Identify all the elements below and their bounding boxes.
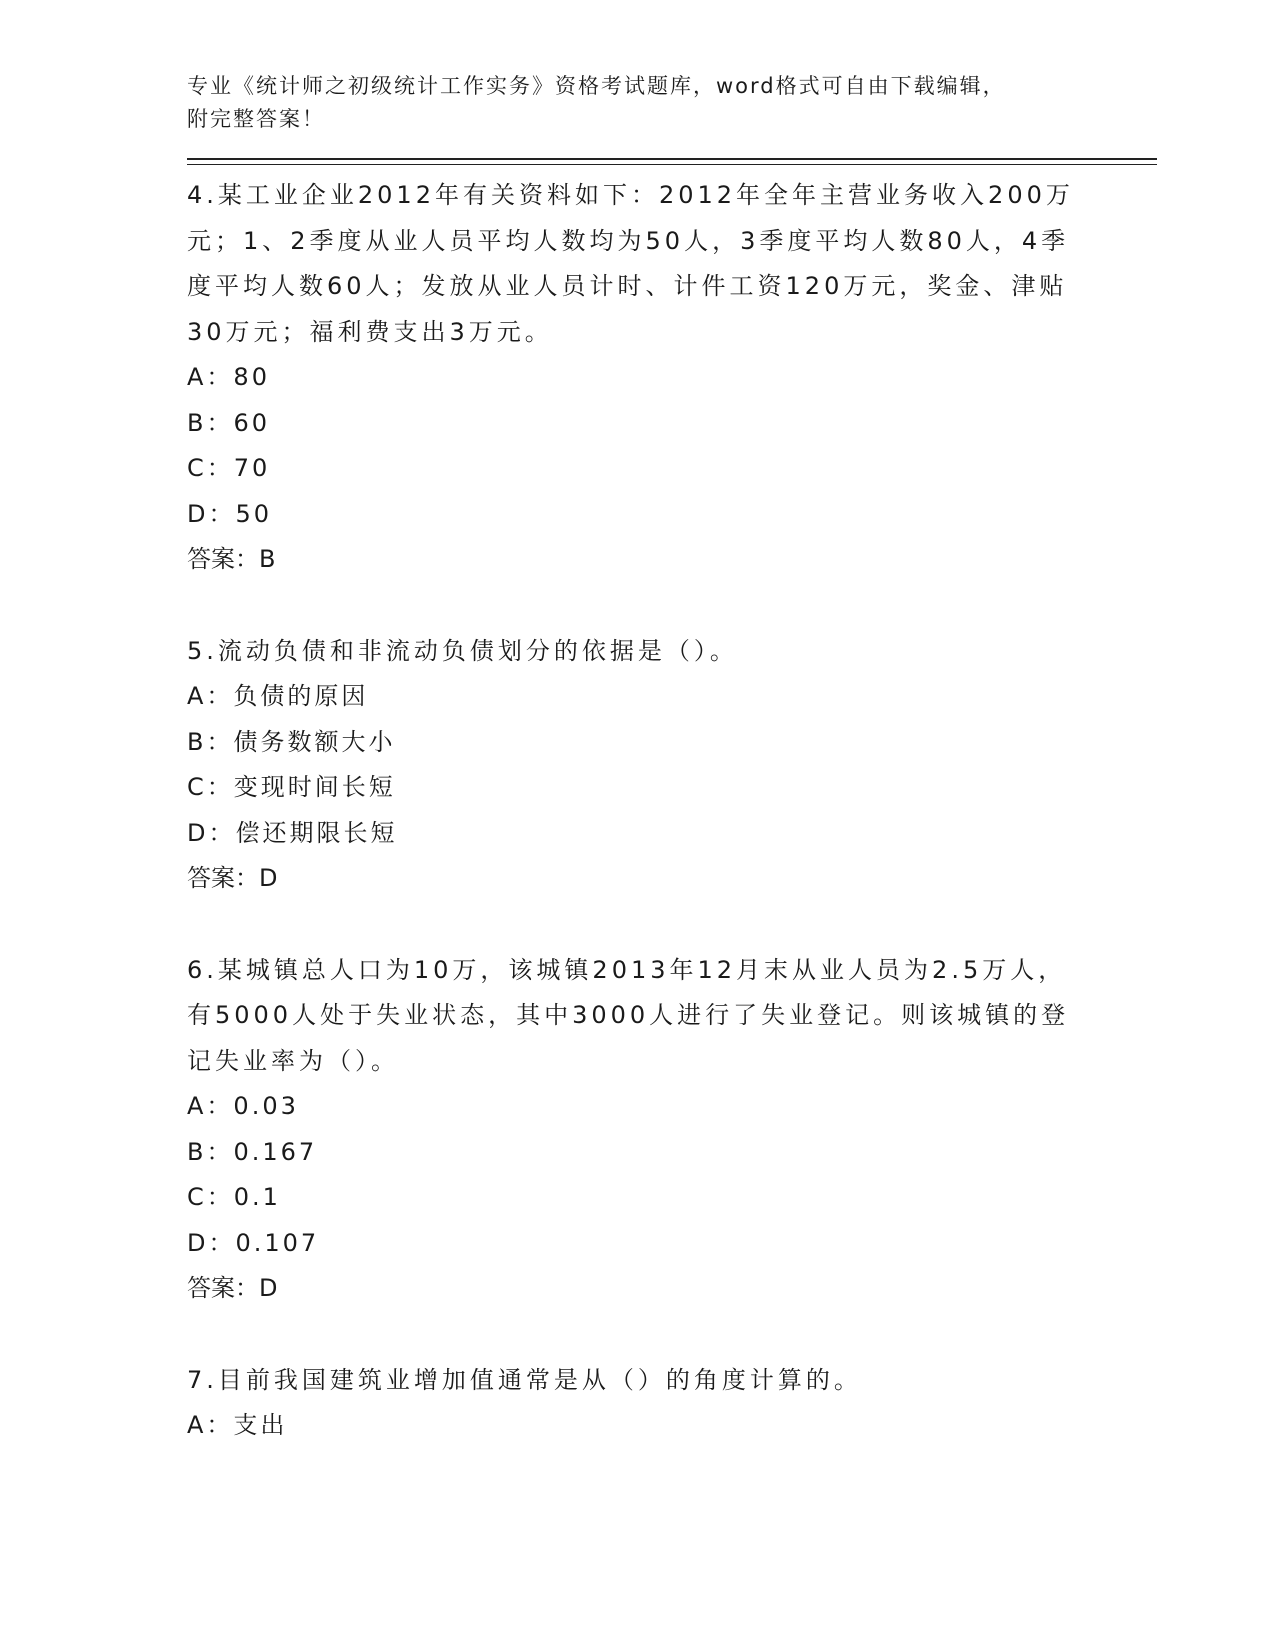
option-key: A：	[187, 1411, 234, 1439]
question-list	[187, 173, 1157, 1449]
option-key: C：	[187, 773, 234, 801]
question-stem: 6.某城镇总人口为10万，该城镇2013年12月末从业人员为2.5万人，有5000人处于失业状态，其中3000人进行了失业登记。则该城镇的登记失业率为（）。	[187, 955, 1070, 1075]
option-text: 0.03	[233, 1092, 299, 1120]
question-4	[187, 173, 1157, 583]
document-page	[187, 70, 1157, 1495]
question-stem: 4.某工业企业2012年有关资料如下：2012年全年主营业务收入200万元；1、2季度从业人员平均人数均为50人，3季度平均人数80人，4季度平均人数60人；发放从业人员计时、计件工资120万元，奖金、津贴30万元；福利费支出3万元。	[187, 181, 1074, 346]
option-text: 支出	[233, 1411, 288, 1439]
option-b	[187, 1130, 1157, 1176]
option-text: 70	[233, 454, 271, 482]
answer-line: 答案：D	[187, 864, 278, 892]
option-key: B：	[187, 408, 234, 437]
option-key: D：	[187, 1228, 236, 1257]
option-text: 偿还期限长短	[235, 818, 398, 847]
option-a	[187, 674, 1157, 720]
question-stem: 5.流动负债和非流动负债划分的依据是（）。	[187, 636, 738, 665]
option-a	[187, 1084, 1157, 1130]
option-key: D：	[187, 499, 236, 528]
option-d	[187, 492, 1157, 538]
option-d	[187, 811, 1157, 857]
doc-header-line-1: 专业《统计师之初级统计工作实务》资格考试题库，word格式可自由下载编辑，	[187, 74, 1006, 98]
question-7	[187, 1358, 1157, 1449]
option-key: C：	[187, 1183, 234, 1211]
answer-line: 答案：B	[187, 545, 276, 573]
option-key: B：	[187, 727, 234, 756]
option-d	[187, 1221, 1157, 1267]
option-text: 50	[235, 499, 273, 528]
option-key: A：	[187, 1092, 234, 1120]
header-divider	[187, 158, 1157, 165]
option-c	[187, 765, 1157, 811]
question-6	[187, 948, 1157, 1312]
option-b	[187, 720, 1157, 766]
option-text: 80	[233, 363, 270, 391]
option-a	[187, 355, 1157, 401]
option-c	[187, 1175, 1157, 1221]
option-text: 变现时间长短	[233, 773, 396, 801]
option-key: A：	[187, 682, 234, 710]
doc-header-line-2: 附完整答案！	[187, 107, 325, 131]
option-key: B：	[187, 1137, 234, 1166]
option-text: 债务数额大小	[233, 727, 396, 756]
option-c	[187, 446, 1157, 492]
option-text: 0.167	[233, 1137, 318, 1166]
answer-line: 答案：D	[187, 1274, 278, 1302]
question-5	[187, 629, 1157, 902]
option-key: D：	[187, 818, 236, 847]
option-b	[187, 401, 1157, 447]
option-key: C：	[187, 454, 234, 482]
option-text: 60	[233, 408, 271, 437]
option-text: 0.107	[235, 1228, 320, 1257]
question-stem: 7.目前我国建筑业增加值通常是从（）的角度计算的。	[187, 1365, 862, 1394]
option-key: A：	[187, 363, 234, 391]
option-text: 0.1	[233, 1183, 281, 1211]
option-a	[187, 1403, 1157, 1449]
option-text: 负债的原因	[233, 682, 369, 710]
